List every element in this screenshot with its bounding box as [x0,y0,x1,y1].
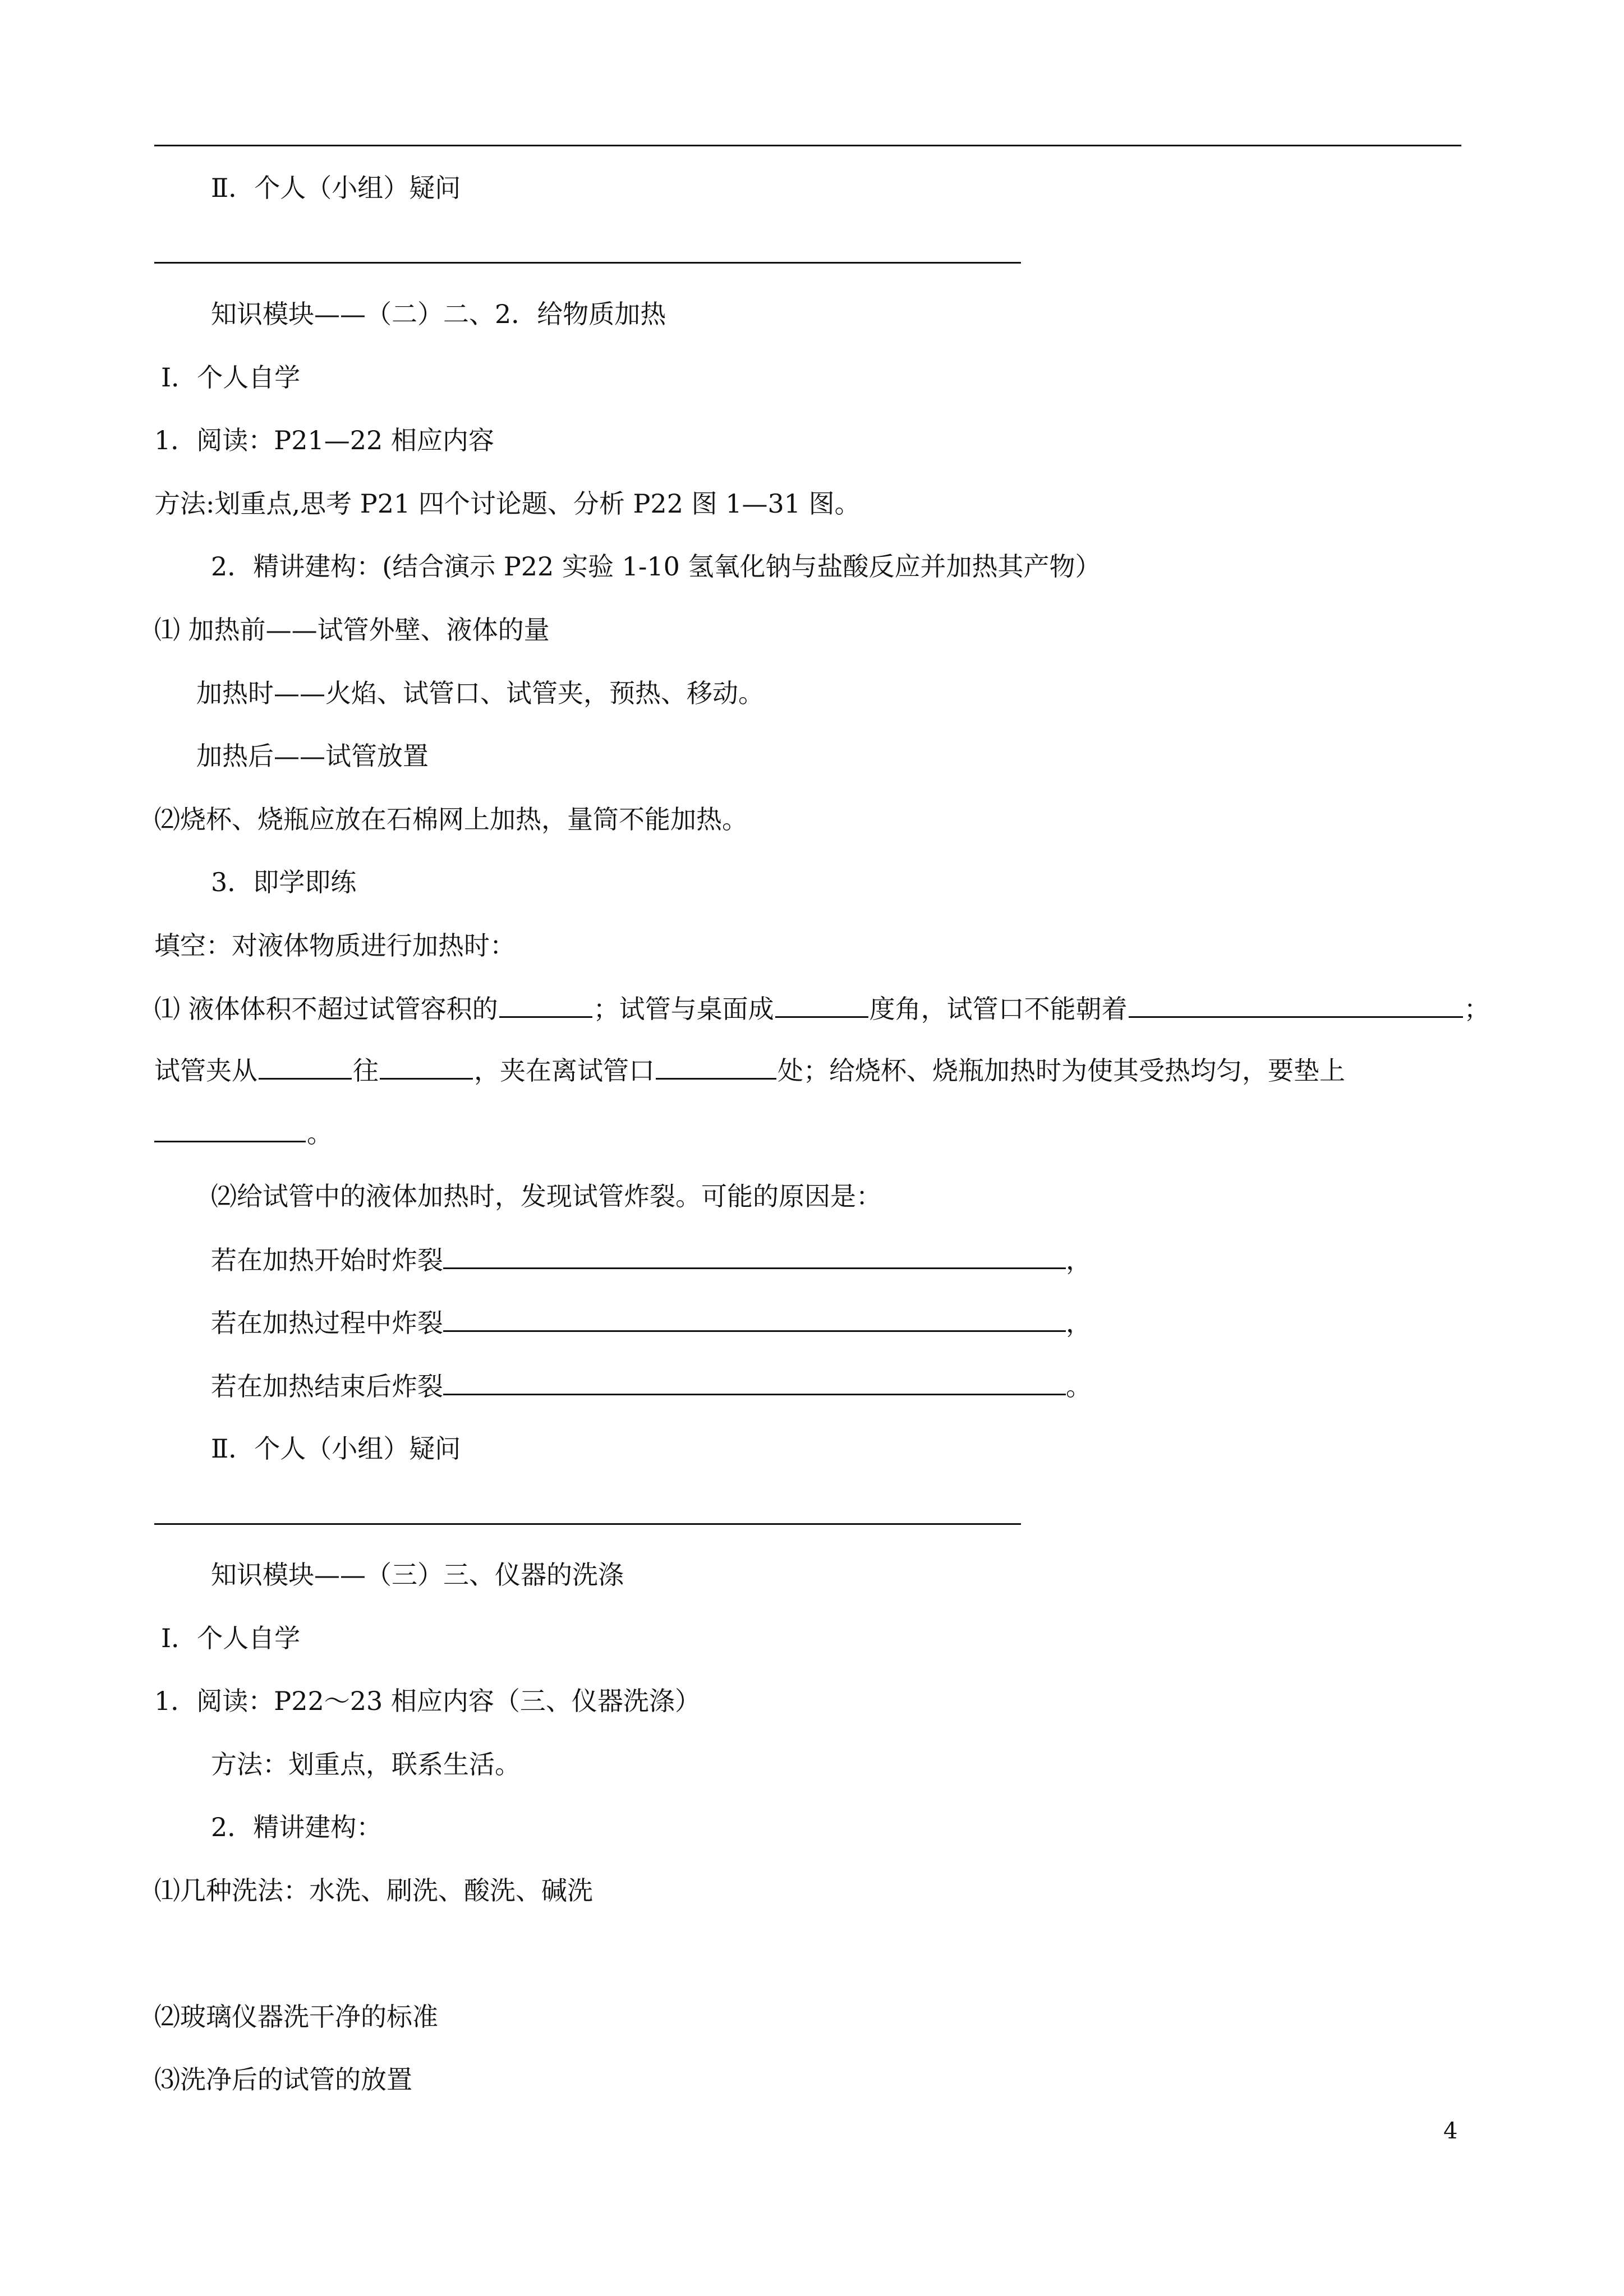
crack-reason-2 [211,1306,1092,1340]
blank-field[interactable] [499,992,592,1018]
fill-line-1 [154,992,1490,1026]
fill-text: 处；给烧杯、烧瓶加热时为使其受热均匀，要垫上 [778,1055,1345,1086]
lecture-item: 2．精讲建构： [211,1812,383,1842]
blank-field[interactable] [154,1116,306,1142]
fill-text: ，夹在离试管口 [474,1055,655,1086]
blank-field[interactable] [656,1053,776,1080]
lecture-item: 2．精讲建构：(结合演示 P22 实验 1-10 氢氧化钠与盐酸反应并加热其产物） [211,551,1101,582]
blank-field[interactable] [443,1369,1066,1395]
answer-line [154,1523,1021,1525]
question-section-heading: Ⅱ．个人（小组）疑问 [211,173,461,203]
method-item: 方法：划重点，联系生活。 [211,1749,521,1779]
crack-question: ⑵给试管中的液体加热时，发现试管炸裂。可能的原因是： [211,1181,882,1211]
crack-reason-1 [211,1243,1092,1277]
answer-line [154,262,1021,264]
question-section-heading: Ⅱ．个人（小组）疑问 [211,1433,461,1464]
reading-item: 1．阅读：P22～23 相应内容（三、仪器洗涤） [154,1686,701,1716]
blank-field[interactable] [443,1306,1066,1332]
fill-line-2 [154,1053,1345,1087]
fill-text: ， [1066,1308,1092,1338]
method-item: 方法:划重点,思考 P21 四个讨论题、分析 P22 图 1—31 图。 [154,488,861,519]
fill-text: ， [1066,1245,1092,1275]
blank-field[interactable] [380,1053,473,1080]
blank-field[interactable] [775,992,868,1018]
fill-line-3 [154,1116,333,1150]
heating-during: 加热时——火焰、试管口、试管夹，预热、移动。 [196,678,764,708]
beaker-note: ⑵烧杯、烧瓶应放在石棉网上加热，量筒不能加热。 [154,804,748,835]
self-study-heading: Ⅰ．个人自学 [161,362,301,393]
heating-before: ⑴ 加热前——试管外壁、液体的量 [154,615,550,645]
fill-text: 。 [307,1118,333,1149]
fill-text: 试管夹从 [154,1055,257,1086]
fill-text: ； [1464,994,1490,1024]
fill-text: 若在加热结束后炸裂 [211,1371,443,1401]
blank-field[interactable] [1129,992,1463,1018]
fill-text: 度角，试管口不能朝着 [869,994,1128,1024]
tube-placement: ⑶洗净后的试管的放置 [154,2064,412,2095]
fill-intro: 填空：对液体物质进行加热时： [154,930,516,961]
module-title: 知识模块——（三）三、仪器的洗涤 [211,1560,624,1590]
fill-text: 若在加热开始时炸裂 [211,1245,443,1275]
fill-text: 往 [353,1055,379,1086]
fill-text: ；试管与桌面成 [593,994,774,1024]
heating-after: 加热后——试管放置 [196,741,429,771]
clean-standard: ⑵玻璃仪器洗干净的标准 [154,2002,438,2032]
module-title: 知识模块——（二）二、2．给物质加热 [211,299,666,329]
page-number: 4 [1443,2118,1458,2144]
top-rule [154,145,1461,146]
practice-heading: 3．即学即练 [211,867,357,897]
crack-reason-3 [211,1369,1092,1403]
blank-field[interactable] [259,1053,352,1080]
fill-text: 若在加热过程中炸裂 [211,1308,443,1338]
fill-text: 。 [1066,1371,1092,1401]
self-study-heading: Ⅰ．个人自学 [161,1623,301,1653]
wash-methods: ⑴几种洗法：水洗、刷洗、酸洗、碱洗 [154,1875,593,1906]
blank-field[interactable] [443,1243,1066,1269]
fill-text: ⑴ 液体体积不超过试管容积的 [154,994,498,1024]
reading-item: 1．阅读：P21—22 相应内容 [154,425,494,455]
